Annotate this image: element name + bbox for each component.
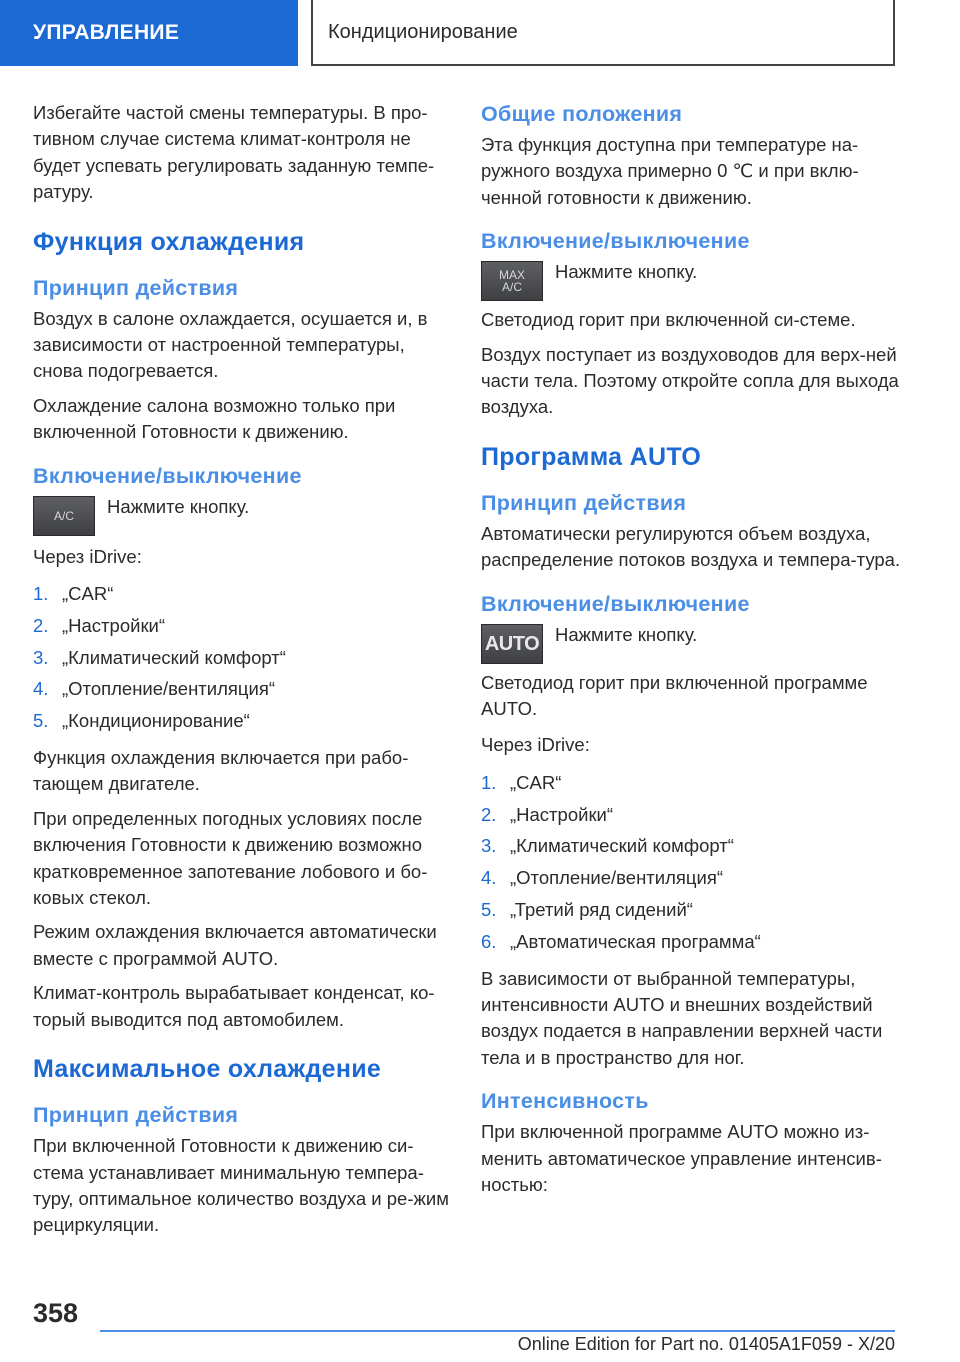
intro-paragraph: Избегайте частой смены температуры. В про-тивном случае система климат-контроля не будет успевать регулировать заданную темпе-ратуру. (33, 102, 435, 203)
ac-icon-label: A/C (53, 508, 74, 523)
auto-after-paragraph: В зависимости от выбранной температуры, интенсивности AUTO и внешних воздействий воздух подается в направлении верхней части тела и в пространство для ног. (481, 967, 883, 1068)
chapter-title: Кондиционирование (328, 20, 518, 43)
max-principle-heading: Принцип действия (33, 1103, 239, 1128)
list-item[interactable]: 1. „CAR“ (33, 583, 114, 605)
list-item[interactable]: 3. „Климатический комфорт“ (481, 835, 734, 857)
auto-principle-heading: Принцип действия (481, 490, 687, 515)
intensity-paragraph: При включенной программе AUTO можно из-менить автоматическое управление интенсив-ностью: (481, 1121, 882, 1196)
list-item[interactable]: 5. „Третий ряд сидений“ (481, 899, 693, 921)
after-paragraph-4: Климат-контроль вырабатывает конденсат, ко-торый выводится под автомобилем. (33, 982, 435, 1030)
max-ac-button-icon (481, 261, 543, 301)
list-item[interactable]: 3. „Климатический комфорт“ (33, 646, 286, 668)
air-paragraph: Воздух поступает из воздуховодов для верх-ней части тела. Поэтому откройте сопла для выхода воздуха. (481, 343, 899, 418)
auto-program-heading: Программа AUTO (481, 442, 702, 471)
max-cooling-heading: Максимальное охлаждение (33, 1055, 382, 1084)
right-column (481, 100, 901, 1207)
chapter-header (311, 0, 895, 66)
list-item[interactable]: 6. „Автоматическая программа“ (481, 930, 761, 952)
intensity-heading: Интенсивность (481, 1089, 649, 1114)
section-title: УПРАВЛЕНИЕ (33, 21, 180, 44)
auto-press-text: Нажмите кнопку. (555, 623, 698, 645)
max-icon-line-1: MAX (498, 268, 525, 283)
press-button-text: Нажмите кнопку. (107, 495, 250, 517)
right-step-list (481, 767, 901, 958)
ac-button-row (33, 494, 453, 536)
principle-paragraph-2: Охлаждение салона возможно только при включенной Готовности к движению. (33, 394, 396, 443)
principle-heading: Принцип действия (33, 275, 239, 300)
auto-led-text: Светодиод горит при включенной программе AUTO. (481, 671, 868, 720)
auto-principle-paragraph: Автоматически регулируются объем воздуха, распределение потоков воздуха и темпера-тура. (481, 522, 901, 571)
ac-button-icon (33, 496, 95, 536)
general-paragraph: Эта функция доступна при температуре на-ружного воздуха примерно 0 ℃ и при вклю-ченной готовности к движению. (481, 134, 859, 208)
auto-onoff-heading: Включение/выключение (481, 591, 750, 616)
max-icon-line-2: A/C (501, 280, 522, 295)
list-item[interactable]: 1. „CAR“ (481, 771, 562, 793)
max-led-text: Светодиод горит при включенной си-стеме. (481, 309, 856, 331)
footer-divider (100, 1330, 895, 1332)
via-idrive-text: Через iDrive: (33, 545, 142, 567)
list-item[interactable]: 2. „Настройки“ (33, 614, 166, 636)
max-press-text: Нажмите кнопку. (555, 261, 698, 283)
edition-text: Online Edition for Part no. 01405A1F059 - X/20 (517, 1334, 895, 1354)
page-number: 358 (33, 1298, 79, 1328)
list-item[interactable]: 4. „Отопление/вентиляция“ (33, 678, 276, 700)
max-onoff-heading: Включение/выключение (481, 229, 750, 254)
cooling-heading: Функция охлаждения (33, 227, 305, 256)
left-step-list (33, 578, 453, 737)
after-paragraph-3: Режим охлаждения включается автоматически вместе с программой AUTO. (33, 921, 437, 969)
list-item[interactable]: 4. „Отопление/вентиляция“ (481, 867, 724, 889)
auto-button-icon (481, 624, 543, 664)
section-tab (0, 0, 298, 66)
auto-icon-label: AUTO (484, 632, 540, 655)
list-item[interactable]: 2. „Настройки“ (481, 803, 614, 825)
max-ac-button-row (481, 259, 901, 301)
onoff-heading: Включение/выключение (33, 463, 302, 488)
after-paragraph-1: Функция охлаждения включается при рабо-тающем двигателе. (33, 747, 409, 795)
auto-via-idrive-text: Через iDrive: (481, 734, 590, 756)
left-column (33, 100, 453, 1247)
max-principle-paragraph: При включенной Готовности к движению си-стема устанавливает минимальную темпера-туру, оптимальное количество воздуха и ре-жим рециркуляции. (33, 1135, 449, 1236)
after-paragraph-2: При определенных погодных условиях после включения Готовности к движению возможно кратковременное запотевание лобового и бо-ковых стекол. (33, 807, 428, 909)
principle-paragraph-1: Воздух в салоне охлаждается, осушается и, в зависимости от настроенной температуры, снова подогревается. (33, 307, 428, 382)
list-item[interactable]: 5. „Кондиционирование“ (33, 710, 250, 732)
general-heading: Общие положения (481, 102, 683, 126)
auto-button-row (481, 622, 901, 664)
